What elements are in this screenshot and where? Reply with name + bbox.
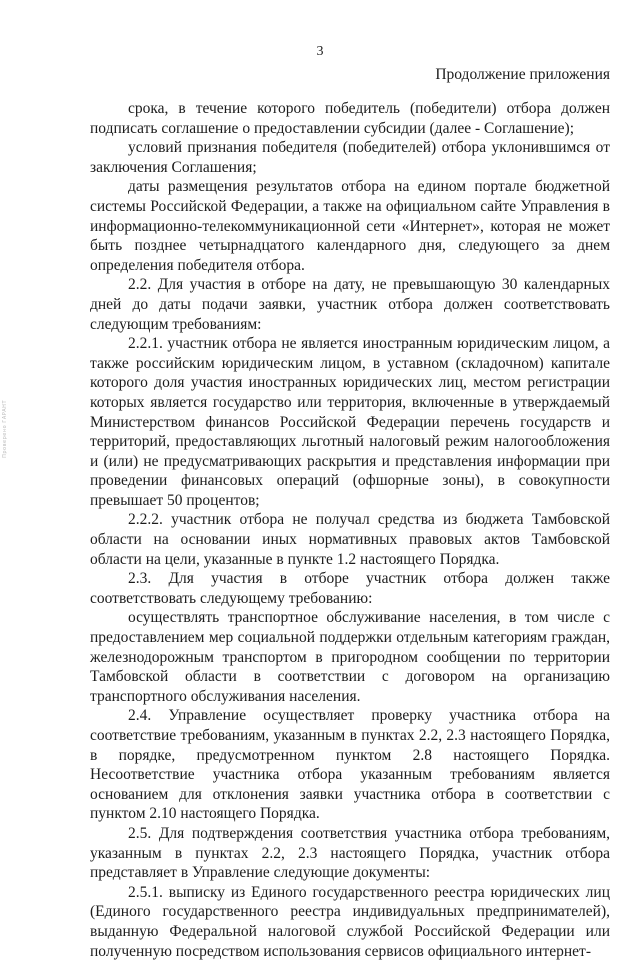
page-number: 3 bbox=[316, 44, 324, 59]
paragraph-evasion-conditions: условий признания победителя (победителей) отбора уклонившимся от заключения Соглашения; bbox=[90, 139, 610, 176]
paragraph-2-2-2: 2.2.2. участник отбора не получал средства из бюджета Тамбовской области на основании иных нормативных правовых актов Тамбовской области на цели, указанные в пункте 1.2 настоящего Порядка. bbox=[90, 511, 610, 568]
document-body bbox=[90, 99, 610, 961]
appendix-continuation-note: Продолжение приложения bbox=[435, 66, 610, 83]
paragraph-2-2: 2.2. Для участия в отборе на дату, не превышающую 30 календарных дней до даты подачи заявки, участник отбора должен соответствовать следующим требованиям: bbox=[90, 276, 610, 333]
paragraph-signing-deadline: срока, в течение которого победитель (победители) отбора должен подписать соглашение о предоставлении субсидии (далее - Соглашение); bbox=[90, 100, 610, 137]
paragraph-2-5: 2.5. Для подтверждения соответствия участника отбора требованиям, указанным в пунктах 2.2, 2.3 настоящего Порядка, участник отбора представляет в Управление следующие документы: bbox=[90, 824, 610, 882]
paragraph-2-3: 2.3. Для участия в отборе участник отбора должен также соответствовать следующему требованию: bbox=[90, 570, 610, 607]
paragraph-2-2-1: 2.2.1. участник отбора не является иностранным юридическим лицом, а также российским юридическим лицом, в уставном (складочном) капитале которого доля участия иностранных юридических лиц, местом регистрации которых является государство или территория, включенные в утверждаемый Министерством финансов Российской Федерации перечень государств и территорий, предоставляющих льготный налоговый режим налогообложения и (или) не предусматривающих раскрытия и представления информации при проведении финансовых операций (офшорные зоны), в совокупности превышает 50 процентов; bbox=[90, 335, 610, 509]
paragraph-transport-service: осуществлять транспортное обслуживание населения, в том числе с предоставлением мер социальной поддержки отдельным категориям граждан, железнодорожным транспортом в пригородном сообщении по территории Тамбовской области в соответствии с договором на организацию транспортного обслуживания населения. bbox=[90, 609, 610, 705]
margin-watermark: Проверено ГАРАНТ bbox=[2, 400, 8, 458]
paragraph-2-5-1: 2.5.1. выписку из Единого государственного реестра юридических лиц (Единого государственного реестра индивидуальных предпринимателей), выданную Федеральной налоговой службой Российской Федерации или полученную посредством использования сервисов официального интернет- bbox=[90, 883, 610, 960]
paragraph-2-4: 2.4. Управление осуществляет проверку участника отбора на соответствие требованиям, указанным в пунктах 2.2, 2.3 настоящего Порядка, в порядке, предусмотренном пунктом 2.8 настоящего Порядка. Несоответствие участника отбора указанным требованиям является основанием для отклонения заявки участника отбора в соответствии с пунктом 2.10 настоящего Порядка. bbox=[90, 707, 610, 823]
paragraph-results-publication-date: даты размещения результатов отбора на едином портале бюджетной системы Российской Федерации, а также на официальном сайте Управления в информационно-телекоммуникационной сети «Интернет», которая не может быть позднее четырнадцатого календарного дня, следующего за днем определения победителя отбора. bbox=[90, 178, 610, 274]
